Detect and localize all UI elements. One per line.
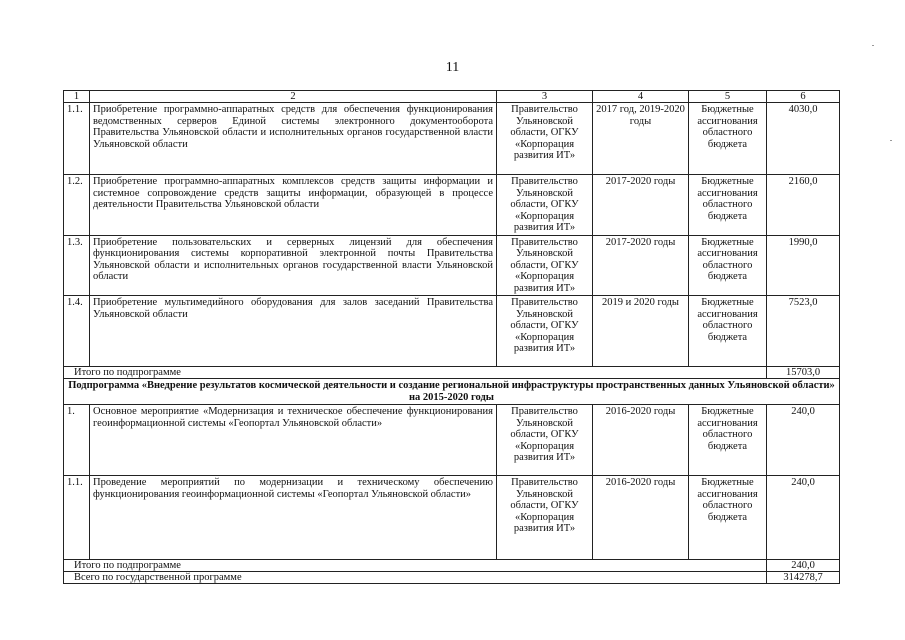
period: 2016-2020 годы	[593, 405, 689, 476]
header-cell: 1	[64, 91, 90, 103]
subtotal-amount: 15703,0	[767, 367, 840, 379]
row-number: 1.3.	[64, 235, 90, 296]
subtotal-amount: 240,0	[767, 560, 840, 572]
table-row	[64, 103, 840, 175]
grand-total-label: Всего по государственной программе	[64, 572, 767, 584]
period: 2017-2020 годы	[593, 235, 689, 296]
executor: Правительство Ульяновской области, ОГКУ «Корпорация развития ИТ»	[497, 405, 593, 476]
amount: 7523,0	[767, 296, 840, 367]
header-row	[64, 91, 840, 103]
executor: Правительство Ульяновской области, ОГКУ «Корпорация развития ИТ»	[497, 175, 593, 236]
subprogram-title: Подпрограмма «Внедрение результатов космической деятельности и создание региональной инфраструктуры пространственных данных Ульяновской области» на 2015-2020 годы	[64, 379, 840, 405]
subtotal-label: Итого по подпрограмме	[64, 367, 767, 379]
measure-name: Приобретение программно-аппаратных комплексов средств защиты информации и системное сопровождение средств защиты информации, образующей в процессе деятельности Правительства Ульяновской области	[90, 175, 497, 236]
amount: 240,0	[767, 405, 840, 476]
amount: 1990,0	[767, 235, 840, 296]
row-number: 1.2.	[64, 175, 90, 236]
executor: Правительство Ульяновской области, ОГКУ «Корпорация развития ИТ»	[497, 103, 593, 175]
table-row	[64, 405, 840, 476]
header-cell: 6	[767, 91, 840, 103]
amount: 240,0	[767, 476, 840, 560]
table-row	[64, 476, 840, 560]
period: 2016-2020 годы	[593, 476, 689, 560]
grand-total-row	[64, 572, 840, 584]
row-number: 1.4.	[64, 296, 90, 367]
grand-total-amount: 314278,7	[767, 572, 840, 584]
period: 2017 год, 2019-2020 годы	[593, 103, 689, 175]
executor: Правительство Ульяновской области, ОГКУ «Корпорация развития ИТ»	[497, 235, 593, 296]
table-row	[64, 296, 840, 367]
header-cell: 2	[90, 91, 497, 103]
amount: 2160,0	[767, 175, 840, 236]
funding-source: Бюджетные ассигнования областного бюджета	[689, 235, 767, 296]
funding-source: Бюджетные ассигнования областного бюджета	[689, 405, 767, 476]
period: 2017-2020 годы	[593, 175, 689, 236]
subtotal-row	[64, 367, 840, 379]
row-number: 1.	[64, 405, 90, 476]
funding-source: Бюджетные ассигнования областного бюджета	[689, 103, 767, 175]
subtotal-row	[64, 560, 840, 572]
header-cell: 5	[689, 91, 767, 103]
measure-name: Приобретение мультимедийного оборудования для залов заседаний Правительства Ульяновской области	[90, 296, 497, 367]
funding-source: Бюджетные ассигнования областного бюджета	[689, 175, 767, 236]
measure-name: Приобретение программно-аппаратных средств для обеспечения функционирования ведомственных серверов Единой системы электронного документооборота Правительства Ульяновской области и исполнительных органов государственной власти Ульяновской области	[90, 103, 497, 175]
measure-name: Проведение мероприятий по модернизации и техническому обеспечению функционирования геоинформационной системы «Геопортал Ульяновской области»	[90, 476, 497, 560]
row-number: 1.1.	[64, 476, 90, 560]
measure-name: Основное мероприятие «Модернизация и техническое обеспечение функционирования геоинформационной системы «Геопортал Ульяновской области»	[90, 405, 497, 476]
measure-name: Приобретение пользовательских и серверных лицензий для обеспечения функционирования системы корпоративной электронной почты Правительства Ульяновской области и исполнительных органов государственной власти Ульяновской области	[90, 235, 497, 296]
subtotal-label: Итого по подпрограмме	[64, 560, 767, 572]
funding-source: Бюджетные ассигнования областного бюджета	[689, 296, 767, 367]
page-number: 11	[445, 60, 460, 75]
executor: Правительство Ульяновской области, ОГКУ «Корпорация развития ИТ»	[497, 296, 593, 367]
subprogram-heading-row	[64, 379, 840, 405]
amount: 4030,0	[767, 103, 840, 175]
header-cell: 4	[593, 91, 689, 103]
row-number: 1.1.	[64, 103, 90, 175]
scan-speck	[890, 140, 892, 141]
table-row	[64, 175, 840, 236]
table-row	[64, 235, 840, 296]
period: 2019 и 2020 годы	[593, 296, 689, 367]
program-table	[63, 90, 840, 584]
funding-source: Бюджетные ассигнования областного бюджета	[689, 476, 767, 560]
header-cell: 3	[497, 91, 593, 103]
executor: Правительство Ульяновской области, ОГКУ «Корпорация развития ИТ»	[497, 476, 593, 560]
scan-speck	[872, 45, 874, 46]
